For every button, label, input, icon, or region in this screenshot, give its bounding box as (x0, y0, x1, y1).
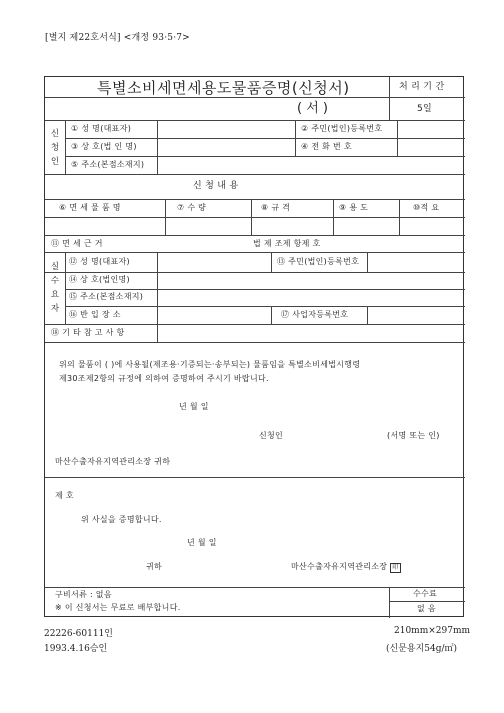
processing-period-label: 처 리 기 간 (399, 82, 445, 92)
approval-date: 1993.4.16승인 (44, 644, 108, 654)
processing-period-value: 5일 (417, 104, 433, 114)
required-documents: 구비서류 : 없음 (55, 590, 112, 599)
application-form (44, 76, 464, 617)
certificate-number: 제 호 (55, 491, 74, 500)
col-item: ⑥ 면 세 물 품 명 (59, 203, 121, 212)
applicant-address-label: ⑤ 주소(본점소재지) (71, 160, 145, 169)
fee-value: 없 음 (417, 604, 436, 613)
paper-size: 210mm×297mm (394, 626, 471, 636)
statement-line1: 위의 물품이 ( )에 사용될(제조용·기증되는·송부되는) 물품임을 특별소비세법시행령 (59, 360, 361, 369)
form-code: 22226-60111인 (44, 629, 113, 639)
form-title: 특별소비세면세용도물품증명(신청서) (97, 79, 350, 97)
certification-date: 년 월 일 (187, 538, 217, 547)
recipient-regno-label: ⑬ 주민(법인)등록번호 (277, 257, 360, 266)
paper-type: (신문용지54g/㎡) (386, 644, 458, 654)
recipient-address-label: ⑮ 주소(본점소재지) (69, 292, 144, 301)
statement-line2: 제30조제2항의 규정에 의하여 증명하여 주시기 바랍니다. (59, 374, 269, 383)
col-spec: ⑧ 규 격 (261, 203, 291, 212)
recipient-side-label: 실 수 요 자 (50, 262, 60, 314)
applicant-signature-label: 신청인 (259, 431, 284, 440)
form-subtitle: ( 서 ) (297, 101, 328, 116)
form-number: [별지 제22호서식] <개정 93·5·7> (45, 33, 190, 43)
certificate-issuer: 마산수출자유지역관리소장 印 (291, 562, 399, 571)
business-regno-label: ⑰ 사업자등록번호 (281, 310, 349, 319)
col-quantity: ⑦ 수 량 (177, 203, 207, 212)
addressee: 마산수출자유지역관리소장 귀하 (55, 457, 171, 466)
certificate-to: 귀하 (146, 562, 163, 571)
col-note: ⑩적 요 (413, 203, 440, 212)
exemption-basis-label: ⑪ 면 세 근 거 (51, 239, 103, 248)
certification-text: 위 사실을 증명합니다. (81, 515, 162, 524)
signature-note: (서명 또는 인) (387, 431, 440, 440)
col-use: ⑨ 용 도 (339, 203, 369, 212)
exemption-basis-value: 법 제 조제 항제 호 (253, 239, 321, 248)
fee-label: 수수료 (413, 589, 438, 598)
other-notes-label: ⑱ 기 타 참 고 사 항 (51, 328, 125, 337)
applicant-name-label: ① 성 명(대표자) (71, 124, 132, 133)
import-place-label: ⑯ 반 입 장 소 (69, 310, 121, 319)
applicant-company-label: ③ 상 호(법 인 명) (71, 142, 137, 151)
free-distribution-note: ※ 이 신청서는 무료로 배부합니다. (55, 603, 181, 612)
request-heading: 신 청 내 용 (193, 181, 239, 191)
applicant-phone-label: ④ 전 화 번 호 (301, 142, 352, 151)
recipient-name-label: ⑫ 성 명(대표자) (69, 257, 130, 266)
application-date: 년 월 일 (179, 402, 209, 411)
applicant-side-label: 신 청 인 (50, 129, 60, 167)
official-seal-icon: 印 (392, 564, 399, 571)
recipient-company-label: ⑭ 상 호(법인명) (69, 275, 130, 284)
applicant-regno-label: ② 주민(법인)등록번호 (301, 124, 383, 133)
